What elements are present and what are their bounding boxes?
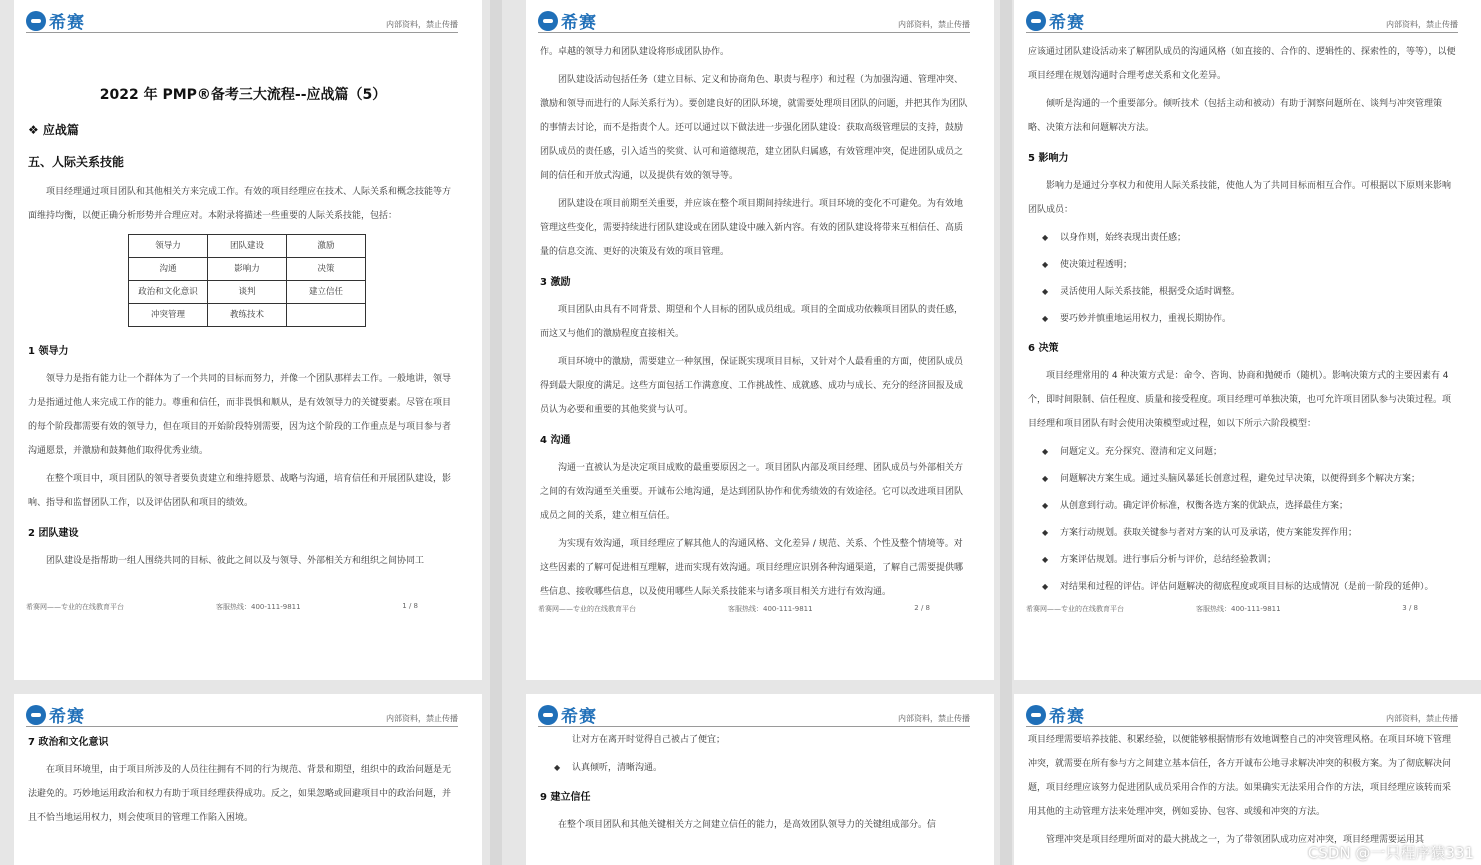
page-header	[1026, 702, 1458, 727]
document-page-1	[14, 0, 482, 680]
bullet-item: ◆ 对结果和过程的评估。评估问题解决的彻底程度或项目目标的达成情况（是前一阶段的延伸）。	[1028, 575, 1458, 599]
header-note: 内部资料，禁止传播	[386, 714, 458, 723]
table-cell: 政治和文化意识	[129, 281, 208, 304]
subheading: 5 影响力	[1028, 153, 1069, 164]
paragraph: 项目经理需要培养技能、积累经验，以便能够根据情形有效地调整自己的冲突管理风格。在项目环境下管理冲突，就需要在所有参与方之间建立基本信任，各方开诚布公地寻求解决冲突的积极方案。为了彻底解决问题，项目经理应该努力促进团队成员采用合作的方法。如果确实无法采用合作的方法，项目经理应该转而采用其他的主动管理方法来处理冲突，例如妥协、包容、或缓和冲突的方法。	[1028, 735, 1452, 817]
paragraph: 团队建设在项目前期至关重要，并应该在整个项目期间持续进行。项目环境的变化不可避免。为有效地管理这些变化，需要持续进行团队建设或在团队建设中融入新内容。有效的团队建设将带来互相信任、高质量的信息交流、更好的决策及有效的项目管理。	[540, 199, 964, 257]
table-cell	[287, 304, 366, 327]
table-cell: 谈判	[208, 281, 287, 304]
document-page-3	[1014, 0, 1481, 680]
table-cell: 冲突管理	[129, 304, 208, 327]
bullet-item: ◆ 问题定义。充分探究、澄清和定义问题；	[1028, 440, 1458, 464]
paragraph: 让对方在离开时觉得自己被占了便宜；	[572, 735, 726, 745]
watermark: CSDN @一只程序猿331	[1307, 844, 1474, 862]
subheading: 6 决策	[1028, 343, 1059, 354]
subheading: 7 政治和文化意识	[28, 737, 109, 748]
paragraph: 项目经理常用的 4 种决策方式是：命令、咨询、协商和抛硬币（随机）。影响决策方式的主要因素有 4 个，即时间限制、信任程度、质量和接受程度。项目经理可单独决策，也可允许项目团队参与决策过程。项目经理和项目团队有时会使用决策模型或过程，如以下所示六阶段模型：	[1028, 371, 1452, 429]
logo-icon	[538, 11, 558, 31]
table-cell: 领导力	[129, 235, 208, 258]
logo-text: 希赛	[1049, 13, 1085, 33]
page-header	[538, 8, 970, 33]
document-page-5	[526, 694, 994, 865]
page-number: 1 / 8	[402, 602, 418, 610]
document-page-6	[1014, 694, 1481, 865]
header-note: 内部资料，禁止传播	[898, 20, 970, 29]
header-note: 内部资料，禁止传播	[1386, 20, 1458, 29]
logo	[26, 702, 85, 727]
header-note: 内部资料，禁止传播	[386, 20, 458, 29]
footer-phone: 客服热线：400-111-9811	[728, 605, 813, 613]
paragraph: 在项目环境里，由于项目所涉及的人员往往拥有不同的行为规范、背景和期望，组织中的政治问题是无法避免的。巧妙地运用政治和权力有助于项目经理获得成功。反之，如果忽略或回避项目中的政治问题，并且不恰当地运用权力，则会使项目的管理工作陷入困境。	[28, 765, 452, 823]
subheading: 3 激励	[540, 277, 571, 288]
paragraph: 在整个项目中，项目团队的领导者要负责建立和维持愿景、战略与沟通，培育信任和开展团队建设，影响、指导和监督团队工作，以及评估团队和项目的绩效。	[28, 474, 452, 508]
page-header	[1026, 8, 1458, 33]
header-note: 内部资料，禁止传播	[898, 714, 970, 723]
document-title: 2022 年 PMP®备考三大流程--应战篇（5）	[99, 87, 387, 103]
logo-text: 希赛	[49, 707, 85, 727]
paragraph: 在整个项目团队和其他关键相关方之间建立信任的能力，是高效团队领导力的关键组成部分。信	[558, 820, 937, 830]
chapter-heading: 五、人际关系技能	[28, 155, 125, 169]
page-number: 2 / 8	[914, 604, 930, 612]
table-cell: 建立信任	[287, 281, 366, 304]
section-heading: ❖ 应战篇	[28, 123, 79, 137]
logo-icon	[538, 705, 558, 725]
paragraph: 管理冲突是项目经理所面对的最大挑战之一，为了带领团队成功应对冲突，项目经理需要运用其	[1046, 835, 1425, 845]
page-body	[1028, 40, 1458, 602]
footer-left: 希赛网——专业的在线教育平台	[538, 605, 636, 613]
logo-icon	[1026, 11, 1046, 31]
paragraph: 沟通一直被认为是决定项目成败的最重要原因之一。项目团队内部及项目经理、团队成员与外部相关方之间的有效沟通至关重要。开诚布公地沟通，是达到团队协作和优秀绩效的有效途径。它可以改进项目团队成员之间的关系，建立相互信任。	[540, 463, 964, 521]
logo	[1026, 8, 1085, 33]
paragraph: 项目环境中的激励，需要建立一种氛围，保证既实现项目目标，又针对个人最看重的方面，使团队成员得到最大限度的满足。这些方面包括工作满意度、工作挑战性、成就感、成功与成长、充分的经济回报及成员认为必要和重要的其他奖赏与认可。	[540, 357, 964, 415]
skills-table	[128, 234, 366, 327]
page-gap	[490, 0, 502, 865]
bullet-item: ◆ 方案行动规划。获取关键参与者对方案的认可及承诺，使方案能发挥作用；	[1028, 521, 1458, 545]
page-header	[26, 8, 458, 33]
page-footer	[1026, 600, 1458, 616]
footer-phone: 客服热线：400-111-9811	[1196, 605, 1281, 613]
subheading: 4 沟通	[540, 435, 571, 446]
page-number: 3 / 8	[1402, 604, 1418, 612]
paragraph: 团队建设活动包括任务（建立目标、定义和协商角色、职责与程序）和过程（为加强沟通、管理冲突、激励和领导而进行的人际关系行为）。要创建良好的团队环境，就需要处理项目团队的问题，并把其作为团队的事情去讨论，而不是指责个人。还可以通过以下做法进一步强化团队建设：获取高级管理层的支持，鼓励团队成员的责任感，引入适当的奖赏、认可和道德规范，建立团队归属感，有效管理冲突，促进团队成员之间的信任和开放式沟通，以及提供有效的领导等。	[540, 75, 968, 181]
logo	[538, 702, 597, 727]
subheading: 9 建立信任	[540, 792, 591, 803]
table-cell: 激励	[287, 235, 366, 258]
header-note: 内部资料，禁止传播	[1386, 714, 1458, 723]
subheading: 2 团队建设	[28, 528, 79, 539]
paragraph: 项目团队由具有不同背景、期望和个人目标的团队成员组成。项目的全面成功依赖项目团队的责任感，而这又与他们的激励程度直接相关。	[540, 305, 964, 339]
bullet-item: ◆ 以身作则，始终表现出责任感；	[1028, 226, 1458, 250]
table-cell: 沟通	[129, 258, 208, 281]
logo-text: 希赛	[561, 707, 597, 727]
logo	[538, 8, 597, 33]
bullet-item: ◆ 灵活使用人际关系技能，根据受众适时调整。	[1028, 280, 1458, 304]
bullet-item: ◆ 问题解决方案生成。通过头脑风暴延长创意过程，避免过早决策，以便得到多个解决方案；	[1028, 467, 1458, 491]
logo	[1026, 702, 1085, 727]
page-body	[1028, 728, 1458, 856]
logo-text: 希赛	[49, 13, 85, 33]
document-page-4	[14, 694, 482, 865]
document-page-2	[526, 0, 994, 680]
table-cell: 决策	[287, 258, 366, 281]
paragraph: 倾听是沟通的一个重要部分。倾听技术（包括主动和被动）有助于洞察问题所在、谈判与冲突管理策略、决策方法和问题解决方法。	[1028, 99, 1443, 133]
page-body	[540, 40, 970, 608]
bullet-item: ◆ 认真倾听，清晰沟通。	[540, 756, 970, 780]
bullet-item: ◆ 方案评估规划。进行事后分析与评价，总结经验教训；	[1028, 548, 1458, 572]
paragraph: 作。卓越的领导力和团队建设将形成团队协作。	[540, 47, 730, 57]
table-cell: 影响力	[208, 258, 287, 281]
paragraph: 为实现有效沟通，项目经理应了解其他人的沟通风格、文化差异 / 规范、关系、个性及整个情境等。对这些因素的了解可促进相互理解，进而实现有效沟通。项目经理应识别各种沟通渠道，了解自己需要提供哪些信息、接收哪些信息，以及使用哪些人际关系技能来与诸多项目相关方进行有效沟通。	[540, 539, 964, 597]
footer-phone: 客服热线：400-111-9811	[216, 603, 301, 611]
page-footer	[26, 598, 458, 614]
paragraph: 团队建设是指帮助一组人围绕共同的目标、彼此之间以及与领导、外部相关方和组织之间协同工	[46, 556, 425, 566]
bullet-item: ◆ 从创意到行动。确定评价标准，权衡各选方案的优缺点，选择最佳方案；	[1028, 494, 1458, 518]
page-footer	[538, 600, 970, 616]
paragraph: 项目经理通过项目团队和其他相关方来完成工作。有效的项目经理应在技术、人际关系和概念技能等方面维持均衡，以便正确分析形势并合理应对。本附录将描述一些重要的人际关系技能，包括：	[28, 187, 452, 221]
bullet-item: ◆ 使决策过程透明；	[1028, 253, 1458, 277]
paragraph: 应该通过团队建设活动来了解团队成员的沟通风格（如直接的、合作的、逻辑性的、探索性的，等等），以便项目经理在规划沟通时合理考虑关系和文化差异。	[1028, 47, 1456, 81]
logo-icon	[26, 11, 46, 31]
bullet-item: ◆ 要巧妙并慎重地运用权力，重视长期协作。	[1028, 307, 1458, 331]
logo-icon	[1026, 705, 1046, 725]
logo-text: 希赛	[561, 13, 597, 33]
page-header	[26, 702, 458, 727]
page-gap	[1000, 0, 1012, 865]
paragraph: 领导力是指有能力让一个群体为了一个共同的目标而努力，并像一个团队那样去工作。一般地讲，领导力是指通过他人来完成工作的能力。尊重和信任，而非畏惧和顺从，是有效领导力的关键要素。尽管在项目的每个阶段都需要有效的领导力，但在项目的开始阶段特别需要，因为这个阶段的工作重点是与项目参与者沟通愿景，并激励和鼓舞他们取得优秀业绩。	[28, 374, 452, 456]
paragraph: 影响力是通过分享权力和使用人际关系技能，使他人为了共同目标而相互合作。可根据以下原则来影响团队成员：	[1028, 181, 1452, 215]
footer-left: 希赛网——专业的在线教育平台	[1026, 605, 1124, 613]
logo-text: 希赛	[1049, 707, 1085, 727]
page-body	[540, 728, 970, 841]
page-body	[28, 728, 458, 834]
table-cell: 团队建设	[208, 235, 287, 258]
page-header	[538, 702, 970, 727]
table-cell: 教练技术	[208, 304, 287, 327]
logo	[26, 8, 85, 33]
page-body	[28, 40, 458, 577]
logo-icon	[26, 705, 46, 725]
footer-left: 希赛网——专业的在线教育平台	[26, 603, 124, 611]
subheading: 1 领导力	[28, 346, 69, 357]
